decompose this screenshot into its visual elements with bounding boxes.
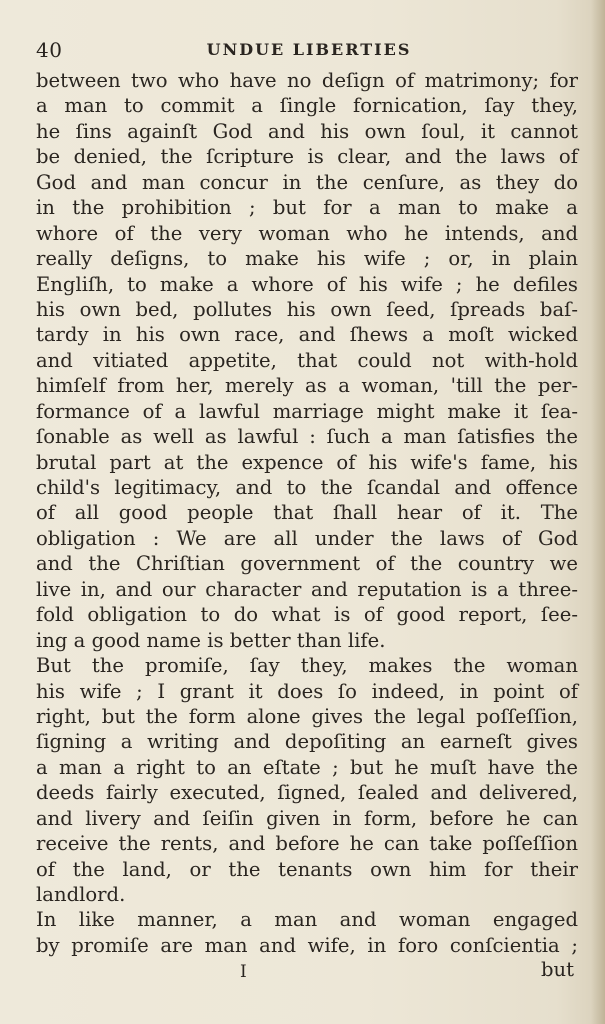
text-line: ſonable as well as lawful : ſuch a man ſatisfies the <box>36 425 578 449</box>
text-line: his own bed, pollutes his own ſeed, ſpreads baſ- <box>36 297 578 321</box>
text-line: obligation : We are all under the laws of God <box>36 526 578 550</box>
text-line: by promiſe are man and wife, in foro conſcientia ; <box>36 933 578 957</box>
running-title: UNDUE LIBERTIES <box>206 40 412 59</box>
text-line: of the land, or the tenants own him for their <box>36 857 578 881</box>
page-number: 40 <box>36 38 63 62</box>
text-line: between two who have no deſign of matrimony; for <box>36 69 578 92</box>
text-line: in the prohibition ; but for a man to make a <box>36 196 578 220</box>
text-line: his wife ; I grant it does ſo indeed, in point of <box>36 679 578 703</box>
text-line: ſigning a writing and depoſiting an earneſt gives <box>36 730 578 754</box>
text-line: really deſigns, to make his wife ; or, in plain <box>36 247 578 271</box>
text-line: a man to commit a ſingle fornication, ſay they, <box>36 94 578 118</box>
text-line: of all good people that ſhall hear of it. The <box>36 501 578 525</box>
text-line: whore of the very woman who he intends, and <box>36 221 578 245</box>
text-line: receive the rents, and before he can take poſſeſſion <box>36 832 578 856</box>
text-line: a man a right to an eſtate ; but he muſt have the <box>36 755 578 779</box>
page-edge-shadow <box>591 0 605 1024</box>
text-line: tardy in his own race, and ſhews a moſt wicked <box>36 323 578 347</box>
text-line: and the Chriſtian government of the country we <box>36 552 578 576</box>
text-line: fold obligation to do what is of good report, ſee- <box>36 603 578 627</box>
text-line: deeds fairly executed, ſigned, ſealed and delivered, <box>36 781 578 805</box>
page-footer <box>36 958 578 984</box>
paragraph-start-line: But the promiſe, ſay they, makes the woman <box>36 654 578 678</box>
signature-mark: I <box>240 962 247 982</box>
text-line: himſelf from her, merely as a woman, 'till the per- <box>36 374 578 398</box>
paragraph-start-line: In like manner, a man and woman engaged <box>36 908 578 932</box>
text-line: and vitiated appetite, that could not with-hold <box>36 348 578 372</box>
text-line: child's legitimacy, and to the ſcandal and offence <box>36 476 578 499</box>
text-line: formance of a lawful marriage might make it ſea- <box>36 399 578 423</box>
paragraph-end-line: ing a good name is better than life. <box>36 628 386 652</box>
text-line: and livery and ſeiſin given in form, before he can <box>36 806 578 830</box>
text-line: Engliſh, to make a whore of his wife ; he defiles <box>36 272 578 296</box>
body-text <box>36 68 578 958</box>
text-line: brutal part at the expence of his wife's fame, his <box>36 450 578 474</box>
text-line: be denied, the ſcripture is clear, and the laws of <box>36 145 578 169</box>
catchword: but <box>540 958 574 981</box>
text-line: right, but the form alone gives the legal poſſeſſion, <box>36 704 578 728</box>
text-line: he ſins againſt God and his own ſoul, it cannot <box>36 119 578 143</box>
text-line: live in, and our character and reputation is a three- <box>36 577 578 601</box>
text-line: God and man concur in the cenſure, as they do <box>36 170 578 194</box>
paragraph-end-line: landlord. <box>36 883 126 906</box>
page-header <box>36 38 582 64</box>
